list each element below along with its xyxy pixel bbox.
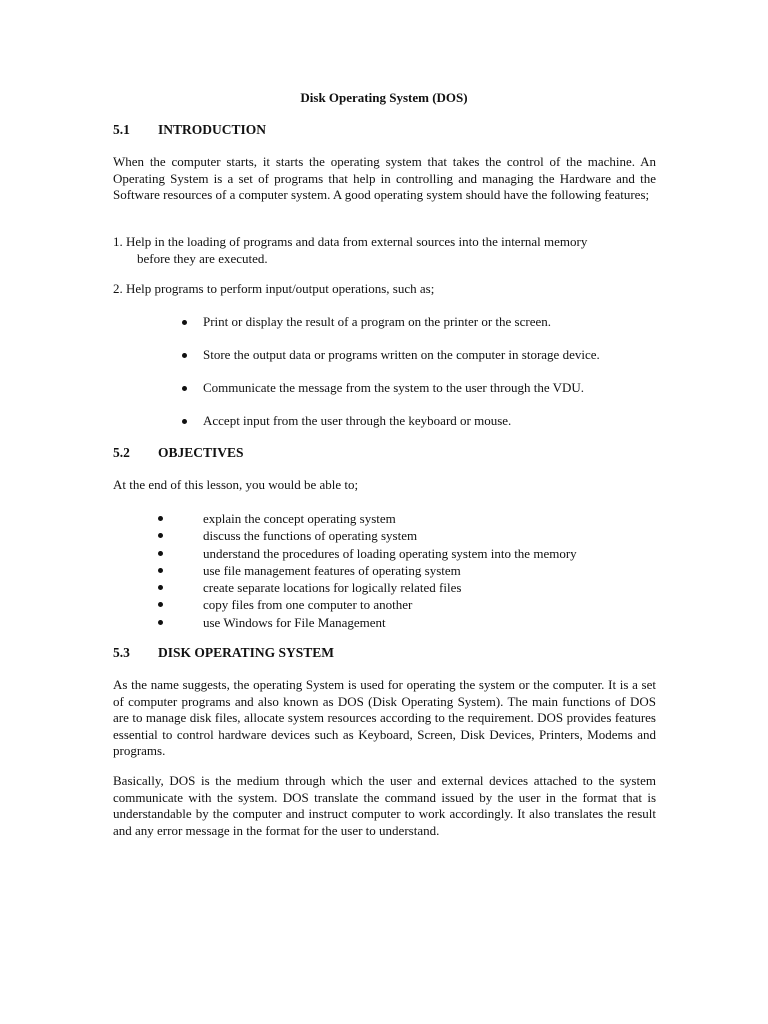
dos-paragraph-2: Basically, DOS is the medium through which the user and external devices attached to the system communicate with the system. DOS translate the command issued by the user in the format that is understandable by the computer and instruct computer to work accordingly. It also translates the result and any error message in the format for the user to understand.: [113, 773, 656, 838]
section-heading-objectives: [113, 445, 244, 462]
section-number: 5.1: [113, 122, 130, 137]
list-item: Accept input from the user through the keyboard or mouse.: [180, 413, 600, 446]
io-bullet-list: [180, 314, 600, 446]
list-item: Store the output data or programs written on the computer in storage device.: [180, 347, 600, 380]
section-number: 5.2: [113, 445, 130, 460]
list-item: copy files from one computer to another: [155, 596, 577, 613]
feature-item-1-line1: 1. Help in the loading of programs and data from external sources into the internal memory: [113, 234, 588, 249]
list-item: Communicate the message from the system to the user through the VDU.: [180, 380, 600, 413]
list-item: understand the procedures of loading operating system into the memory: [155, 545, 577, 562]
intro-paragraph: When the computer starts, it starts the operating system that takes the control of the machine. An Operating System is a set of programs that help in controlling and managing the Hardware and the Software resources of a computer system. A good operating system should have the following features;: [113, 154, 656, 202]
section-heading-dos: [113, 645, 334, 662]
section-title: INTRODUCTION: [158, 122, 267, 137]
section-title: OBJECTIVES: [158, 445, 244, 460]
objectives-list: [155, 510, 577, 631]
feature-item-1: [113, 234, 656, 267]
section-number: 5.3: [113, 645, 130, 660]
objectives-intro: At the end of this lesson, you would be able to;: [113, 477, 359, 492]
list-item: use Windows for File Management: [155, 614, 577, 631]
feature-item-2: 2. Help programs to perform input/output operations, such as;: [113, 281, 435, 296]
list-item: create separate locations for logically related files: [155, 579, 577, 596]
document-title: Disk Operating System (DOS): [300, 90, 468, 105]
list-item: use file management features of operating system: [155, 562, 577, 579]
section-heading-introduction: [113, 122, 266, 139]
list-item: discuss the functions of operating system: [155, 527, 577, 544]
feature-item-1-line2: before they are executed.: [137, 250, 268, 266]
list-item: explain the concept operating system: [155, 510, 577, 527]
section-title: DISK OPERATING SYSTEM: [158, 645, 335, 660]
list-item: Print or display the result of a program on the printer or the screen.: [180, 314, 600, 347]
dos-paragraph-1: As the name suggests, the operating System is used for operating the system or the computer. It is a set of computer programs and also known as DOS (Disk Operating System). The main functions of DOS are to manage disk files, allocate system resources according to the requirement. DOS provides features essential to control hardware devices such as Keyboard, Screen, Disk Devices, Printers, Modems and programs.: [113, 677, 656, 758]
